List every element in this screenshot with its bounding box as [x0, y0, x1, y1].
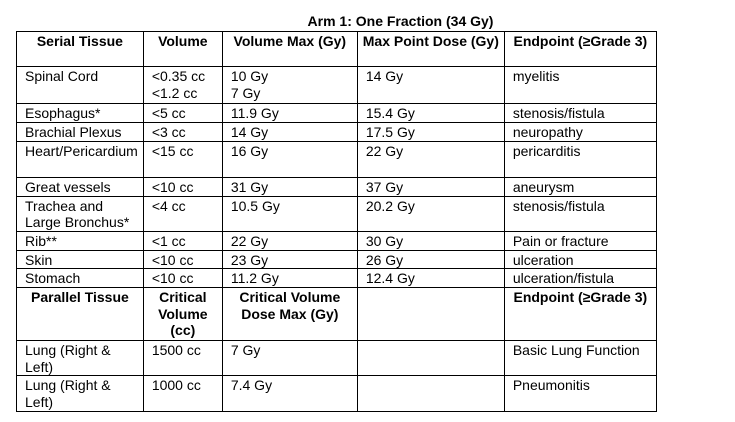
parallel-cell-max-point-dose — [357, 341, 504, 376]
serial-header-max-point-dose: Max Point Dose (Gy) — [357, 32, 504, 67]
parallel-cell-endpoint: Pneumonitis — [504, 376, 656, 412]
parallel-header-volume: Critical Volume (cc) — [143, 288, 222, 341]
serial-cell-volume-max: 16 Gy — [222, 141, 357, 177]
parallel-header-tissue: Parallel Tissue — [17, 288, 144, 341]
serial-cell-max-point-dose: 26 Gy — [357, 250, 504, 269]
serial-cell-tissue: Stomach — [17, 269, 144, 288]
table-row — [17, 104, 657, 123]
serial-cell-volume-max: 10.5 Gy — [222, 196, 357, 231]
parallel-header-volume-max: Critical Volume Dose Max (Gy) — [222, 288, 357, 341]
serial-cell-endpoint: ulceration/fistula — [504, 269, 656, 288]
serial-cell-endpoint: neuropathy — [504, 123, 656, 142]
serial-header-endpoint: Endpoint (≥Grade 3) — [504, 32, 656, 67]
serial-cell-tissue: Skin — [17, 250, 144, 269]
parallel-cell-volume-max: 7 Gy — [222, 341, 357, 376]
serial-cell-volume: <5 cc — [143, 104, 222, 123]
serial-cell-max-point-dose: 37 Gy — [357, 177, 504, 196]
serial-cell-volume-max: 22 Gy — [222, 231, 357, 250]
parallel-header-endpoint: Endpoint (≥Grade 3) — [504, 288, 656, 341]
serial-cell-volume-max: 31 Gy — [222, 177, 357, 196]
table-row — [17, 341, 657, 376]
parallel-cell-volume-max: 7.4 Gy — [222, 376, 357, 412]
serial-cell-tissue: Heart/Pericardium — [17, 141, 144, 177]
table-row — [17, 141, 657, 177]
serial-cell-tissue: Great vessels — [17, 177, 144, 196]
table-title: Arm 1: One Fraction (34 Gy) — [307, 13, 494, 29]
serial-cell-volume: <10 cc — [143, 250, 222, 269]
parallel-header-row — [17, 288, 657, 341]
parallel-cell-tissue: Lung (Right & Left) — [17, 341, 144, 376]
table-row — [17, 269, 657, 288]
serial-cell-volume-max: 14 Gy — [222, 123, 357, 142]
serial-cell-volume: <15 cc — [143, 141, 222, 177]
serial-cell-tissue: Rib** — [17, 231, 144, 250]
serial-cell-tissue: Esophagus* — [17, 104, 144, 123]
serial-cell-tissue: Trachea and Large Bronchus* — [17, 196, 144, 231]
table-row — [17, 196, 657, 231]
serial-cell-volume: <3 cc — [143, 123, 222, 142]
serial-cell-max-point-dose: 17.5 Gy — [357, 123, 504, 142]
table-row — [17, 376, 657, 412]
parallel-cell-tissue: Lung (Right & Left) — [17, 376, 144, 412]
serial-cell-volume: <10 cc — [143, 177, 222, 196]
serial-cell-endpoint: stenosis/fistula — [504, 196, 656, 231]
parallel-cell-volume: 1500 cc — [143, 341, 222, 376]
serial-cell-volume-max: 23 Gy — [222, 250, 357, 269]
serial-cell-volume-max: 11.2 Gy — [222, 269, 357, 288]
serial-cell-max-point-dose: 30 Gy — [357, 231, 504, 250]
serial-cell-max-point-dose: 14 Gy — [357, 67, 504, 104]
table-row — [17, 123, 657, 142]
serial-cell-tissue: Brachial Plexus — [17, 123, 144, 142]
serial-header-tissue: Serial Tissue — [17, 32, 144, 67]
serial-cell-max-point-dose: 20.2 Gy — [357, 196, 504, 231]
table-row — [17, 177, 657, 196]
parallel-header-max-point-dose — [357, 288, 504, 341]
parallel-cell-endpoint: Basic Lung Function — [504, 341, 656, 376]
serial-cell-endpoint: myelitis — [504, 67, 656, 104]
table-row — [17, 67, 657, 104]
serial-cell-tissue: Spinal Cord — [17, 67, 144, 104]
table-row — [17, 231, 657, 250]
serial-cell-endpoint: aneurysm — [504, 177, 656, 196]
serial-cell-max-point-dose: 15.4 Gy — [357, 104, 504, 123]
parallel-cell-volume: 1000 cc — [143, 376, 222, 412]
serial-cell-max-point-dose: 12.4 Gy — [357, 269, 504, 288]
serial-cell-volume-max: 10 Gy 7 Gy — [222, 67, 357, 104]
serial-header-volume-max: Volume Max (Gy) — [222, 32, 357, 67]
dose-constraints-table — [16, 31, 657, 412]
serial-cell-endpoint: ulceration — [504, 250, 656, 269]
serial-header-row — [17, 32, 657, 67]
serial-cell-volume: <0.35 cc <1.2 cc — [143, 67, 222, 104]
serial-cell-endpoint: Pain or fracture — [504, 231, 656, 250]
serial-cell-endpoint: stenosis/fistula — [504, 104, 656, 123]
serial-cell-max-point-dose: 22 Gy — [357, 141, 504, 177]
serial-header-volume: Volume — [143, 32, 222, 67]
serial-cell-volume-max: 11.9 Gy — [222, 104, 357, 123]
table-row — [17, 250, 657, 269]
parallel-cell-max-point-dose — [357, 376, 504, 412]
serial-cell-volume: <4 cc — [143, 196, 222, 231]
serial-cell-volume: <1 cc — [143, 231, 222, 250]
serial-cell-volume: <10 cc — [143, 269, 222, 288]
serial-cell-endpoint: pericarditis — [504, 141, 656, 177]
